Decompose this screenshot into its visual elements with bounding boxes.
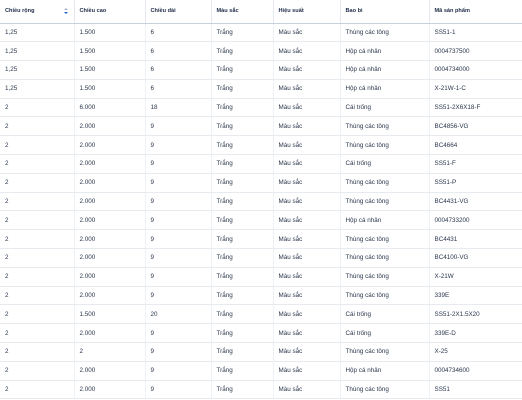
- cell-color: Trắng: [211, 230, 273, 249]
- cell-height: 1.500: [74, 79, 145, 98]
- table-row[interactable]: [0, 380, 522, 399]
- cell-packaging: Hộp cá nhân: [340, 361, 429, 380]
- table-row[interactable]: [0, 249, 522, 268]
- cell-packaging: Thùng các tông: [340, 192, 429, 211]
- column-header-width[interactable]: [0, 0, 74, 23]
- cell-width: 2: [0, 173, 74, 192]
- cell-height: 2.000: [74, 249, 145, 268]
- cell-height: 2.000: [74, 117, 145, 136]
- cell-color: Trắng: [211, 380, 273, 399]
- table-row[interactable]: [0, 98, 522, 117]
- table-row[interactable]: [0, 79, 522, 98]
- cell-length: 9: [145, 267, 211, 286]
- column-header-label: Chiều cao: [79, 8, 107, 15]
- cell-width: 1,25: [0, 42, 74, 61]
- sort-icon[interactable]: [64, 8, 69, 16]
- cell-product-code: X-21W: [429, 267, 522, 286]
- cell-width: 2: [0, 136, 74, 155]
- cell-width: 2: [0, 230, 74, 249]
- cell-product-code: X-25: [429, 343, 522, 362]
- cell-color: Trắng: [211, 61, 273, 80]
- cell-length: 6: [145, 79, 211, 98]
- cell-length: 6: [145, 23, 211, 42]
- cell-width: 2: [0, 98, 74, 117]
- cell-product-code: BC4431-VG: [429, 192, 522, 211]
- header-row: [0, 0, 522, 23]
- cell-width: 2: [0, 192, 74, 211]
- cell-product-code: SS51-2X1.5X20: [429, 305, 522, 324]
- column-header-label: Màu sắc: [216, 8, 239, 15]
- table-row[interactable]: [0, 324, 522, 343]
- cell-product-code: X-21W-1-C: [429, 79, 522, 98]
- column-header-label: Bao bì: [345, 8, 363, 15]
- cell-performance: Màu sắc: [273, 361, 340, 380]
- cell-performance: Màu sắc: [273, 324, 340, 343]
- cell-color: Trắng: [211, 305, 273, 324]
- cell-product-code: SS51-1: [429, 23, 522, 42]
- cell-packaging: Thùng các tông: [340, 136, 429, 155]
- cell-performance: Màu sắc: [273, 211, 340, 230]
- cell-height: 1.500: [74, 42, 145, 61]
- column-header-performance[interactable]: [273, 0, 340, 23]
- cell-color: Trắng: [211, 343, 273, 362]
- cell-height: 1.500: [74, 23, 145, 42]
- cell-performance: Màu sắc: [273, 380, 340, 399]
- cell-product-code: 0004733200: [429, 211, 522, 230]
- cell-packaging: Cái trống: [340, 305, 429, 324]
- cell-color: Trắng: [211, 79, 273, 98]
- cell-product-code: SS51-P: [429, 173, 522, 192]
- cell-product-code: SS51: [429, 380, 522, 399]
- cell-color: Trắng: [211, 155, 273, 174]
- table-row[interactable]: [0, 61, 522, 80]
- cell-packaging: Cái trống: [340, 324, 429, 343]
- cell-performance: Màu sắc: [273, 79, 340, 98]
- cell-color: Trắng: [211, 267, 273, 286]
- cell-packaging: Cái trống: [340, 98, 429, 117]
- table-row[interactable]: [0, 343, 522, 362]
- cell-width: 2: [0, 343, 74, 362]
- cell-color: Trắng: [211, 324, 273, 343]
- cell-packaging: Hộp cá nhân: [340, 79, 429, 98]
- cell-width: 2: [0, 361, 74, 380]
- cell-length: 6: [145, 61, 211, 80]
- table-row[interactable]: [0, 155, 522, 174]
- cell-performance: Màu sắc: [273, 173, 340, 192]
- cell-length: 18: [145, 98, 211, 117]
- cell-performance: Màu sắc: [273, 249, 340, 268]
- cell-height: 2.000: [74, 173, 145, 192]
- cell-width: 2: [0, 305, 74, 324]
- cell-packaging: Thùng các tông: [340, 117, 429, 136]
- cell-packaging: Thùng các tông: [340, 230, 429, 249]
- cell-performance: Màu sắc: [273, 155, 340, 174]
- cell-width: 2: [0, 117, 74, 136]
- cell-width: 2: [0, 249, 74, 268]
- cell-color: Trắng: [211, 98, 273, 117]
- cell-product-code: BC4664: [429, 136, 522, 155]
- cell-height: 2.000: [74, 286, 145, 305]
- cell-packaging: Hộp cá nhân: [340, 211, 429, 230]
- cell-product-code: BC4431: [429, 230, 522, 249]
- column-header-label: Hiệu suất: [278, 8, 304, 15]
- cell-packaging: Thùng các tông: [340, 343, 429, 362]
- cell-width: 1,25: [0, 79, 74, 98]
- table-row[interactable]: [0, 192, 522, 211]
- cell-length: 6: [145, 42, 211, 61]
- column-header-product-code[interactable]: [429, 0, 522, 23]
- cell-packaging: Thùng các tông: [340, 286, 429, 305]
- cell-width: 2: [0, 286, 74, 305]
- column-header-length[interactable]: [145, 0, 211, 23]
- cell-width: 2: [0, 211, 74, 230]
- cell-length: 9: [145, 361, 211, 380]
- cell-color: Trắng: [211, 211, 273, 230]
- cell-packaging: Thùng các tông: [340, 249, 429, 268]
- cell-product-code: SS51-2X6X18-F: [429, 98, 522, 117]
- cell-product-code: SS51-F: [429, 155, 522, 174]
- cell-performance: Màu sắc: [273, 117, 340, 136]
- column-header-height[interactable]: [74, 0, 145, 23]
- table-header: [0, 0, 522, 23]
- column-header-color[interactable]: [211, 0, 273, 23]
- cell-length: 9: [145, 286, 211, 305]
- cell-height: 2.000: [74, 211, 145, 230]
- column-header-label: Mã sản phẩm: [434, 8, 470, 15]
- cell-length: 9: [145, 249, 211, 268]
- cell-width: 2: [0, 380, 74, 399]
- table-row[interactable]: [0, 211, 522, 230]
- column-header-packaging[interactable]: [340, 0, 429, 23]
- cell-width: 1,25: [0, 61, 74, 80]
- cell-performance: Màu sắc: [273, 136, 340, 155]
- table-row[interactable]: [0, 361, 522, 380]
- cell-product-code: BC4856-VG: [429, 117, 522, 136]
- cell-length: 9: [145, 343, 211, 362]
- cell-width: 1,25: [0, 23, 74, 42]
- table-row[interactable]: [0, 136, 522, 155]
- cell-performance: Màu sắc: [273, 98, 340, 117]
- cell-color: Trắng: [211, 136, 273, 155]
- column-header-label: Chiều dài: [150, 8, 176, 15]
- cell-packaging: Cái trống: [340, 155, 429, 174]
- cell-packaging: Hộp cá nhân: [340, 42, 429, 61]
- cell-color: Trắng: [211, 23, 273, 42]
- cell-length: 9: [145, 136, 211, 155]
- cell-product-code: 0004734600: [429, 361, 522, 380]
- cell-length: 9: [145, 117, 211, 136]
- cell-height: 2.000: [74, 267, 145, 286]
- cell-width: 2: [0, 267, 74, 286]
- cell-height: 2.000: [74, 324, 145, 343]
- cell-performance: Màu sắc: [273, 286, 340, 305]
- cell-length: 9: [145, 211, 211, 230]
- table-row[interactable]: [0, 23, 522, 42]
- cell-performance: Màu sắc: [273, 343, 340, 362]
- cell-packaging: Thùng các tông: [340, 23, 429, 42]
- cell-height: 1.500: [74, 61, 145, 80]
- cell-product-code: 0004737500: [429, 42, 522, 61]
- table-row[interactable]: [0, 173, 522, 192]
- cell-color: Trắng: [211, 361, 273, 380]
- cell-performance: Màu sắc: [273, 42, 340, 61]
- cell-length: 9: [145, 155, 211, 174]
- cell-color: Trắng: [211, 42, 273, 61]
- cell-product-code: 0004734000: [429, 61, 522, 80]
- cell-length: 9: [145, 192, 211, 211]
- cell-height: 2: [74, 343, 145, 362]
- cell-color: Trắng: [211, 192, 273, 211]
- table-row[interactable]: [0, 305, 522, 324]
- cell-performance: Màu sắc: [273, 23, 340, 42]
- table-row[interactable]: [0, 117, 522, 136]
- cell-height: 2.000: [74, 380, 145, 399]
- cell-length: 9: [145, 324, 211, 343]
- cell-packaging: Thùng các tông: [340, 173, 429, 192]
- column-header-label: Chiều rộng: [5, 8, 35, 15]
- cell-color: Trắng: [211, 117, 273, 136]
- cell-packaging: Thùng các tông: [340, 380, 429, 399]
- cell-height: 6.000: [74, 98, 145, 117]
- cell-color: Trắng: [211, 249, 273, 268]
- cell-height: 2.000: [74, 155, 145, 174]
- cell-width: 2: [0, 324, 74, 343]
- cell-performance: Màu sắc: [273, 305, 340, 324]
- cell-product-code: 339E: [429, 286, 522, 305]
- cell-height: 2.000: [74, 192, 145, 211]
- cell-color: Trắng: [211, 286, 273, 305]
- cell-length: 9: [145, 380, 211, 399]
- cell-height: 2.000: [74, 230, 145, 249]
- table-row[interactable]: [0, 42, 522, 61]
- cell-color: Trắng: [211, 173, 273, 192]
- cell-width: 2: [0, 155, 74, 174]
- cell-height: 2.000: [74, 136, 145, 155]
- cell-height: 2.000: [74, 361, 145, 380]
- cell-packaging: Thùng các tông: [340, 267, 429, 286]
- cell-packaging: Hộp cá nhân: [340, 61, 429, 80]
- table-body: [0, 23, 522, 399]
- cell-product-code: BC4100-VG: [429, 249, 522, 268]
- cell-length: 9: [145, 173, 211, 192]
- cell-performance: Màu sắc: [273, 192, 340, 211]
- table-row[interactable]: [0, 267, 522, 286]
- cell-length: 20: [145, 305, 211, 324]
- cell-performance: Màu sắc: [273, 230, 340, 249]
- cell-performance: Màu sắc: [273, 267, 340, 286]
- cell-height: 1.500: [74, 305, 145, 324]
- table-row[interactable]: [0, 286, 522, 305]
- cell-performance: Màu sắc: [273, 61, 340, 80]
- table-row[interactable]: [0, 230, 522, 249]
- cell-product-code: 339E-D: [429, 324, 522, 343]
- cell-length: 9: [145, 230, 211, 249]
